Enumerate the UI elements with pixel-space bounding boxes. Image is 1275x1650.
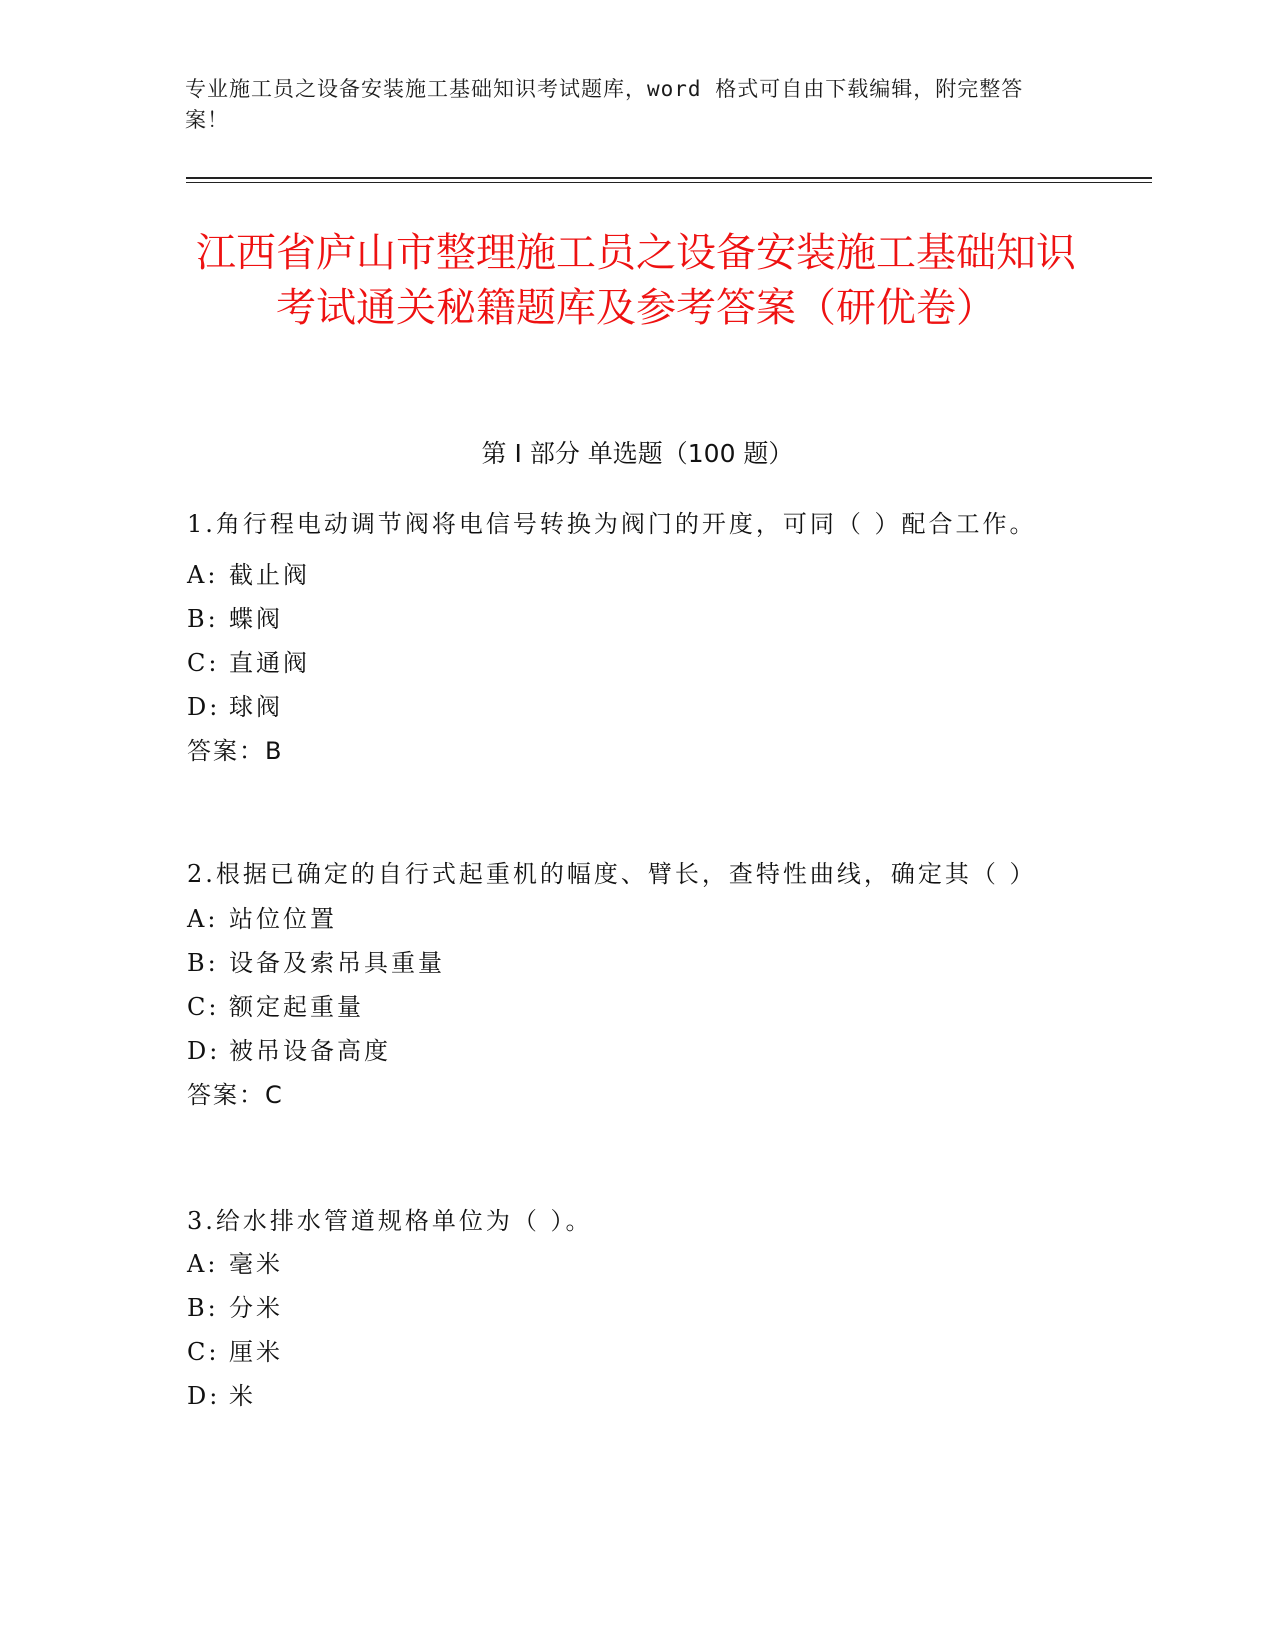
option-key: C: <box>187 649 220 677</box>
option-text: 额定起重量 <box>229 993 364 1021</box>
option-text: 被吊设备高度 <box>229 1037 391 1065</box>
option-text: 直通阀 <box>229 649 310 677</box>
option-text: 截止阀 <box>229 561 310 589</box>
option-key: D: <box>187 1382 221 1410</box>
option-text: 站位位置 <box>229 905 337 933</box>
option-text: 设备及索吊具重量 <box>229 949 445 977</box>
option-a <box>187 897 1067 941</box>
option-text: 球阀 <box>229 693 283 721</box>
option-c <box>187 641 1067 685</box>
option-a <box>187 1242 1067 1286</box>
option-key: D: <box>187 1037 221 1065</box>
question-3 <box>187 1202 1067 1418</box>
option-c <box>187 1330 1067 1374</box>
option-d <box>187 1374 1067 1418</box>
option-key: A: <box>187 561 219 589</box>
option-b <box>187 1286 1067 1330</box>
option-text: 蝶阀 <box>229 605 283 633</box>
option-key: C: <box>187 1338 220 1366</box>
option-text: 分米 <box>229 1294 283 1322</box>
header-rule-thick <box>186 177 1152 179</box>
option-b <box>187 941 1067 985</box>
option-text: 毫米 <box>229 1250 283 1278</box>
header-rule-thin <box>186 182 1152 183</box>
question-1 <box>187 505 1067 773</box>
header-note: 专业施工员之设备安装施工基础知识考试题库，word 格式可自由下载编辑，附完整答案！ <box>185 77 1024 132</box>
option-key: B: <box>187 605 219 633</box>
option-c <box>187 985 1067 1029</box>
answer-label: 答案：C <box>187 1081 284 1109</box>
option-key: B: <box>187 949 219 977</box>
option-key: A: <box>187 1250 219 1278</box>
option-d <box>187 685 1067 729</box>
option-text: 厘米 <box>229 1338 283 1366</box>
section-heading: 第 I 部分 单选题（100 题） <box>481 439 794 468</box>
option-key: C: <box>187 993 220 1021</box>
option-key: A: <box>187 905 219 933</box>
question-stem: 3.给水排水管道规格单位为（ ）。 <box>187 1207 593 1235</box>
question-2 <box>187 855 1067 1117</box>
answer-label: 答案：B <box>187 737 284 765</box>
question-stem: 2.根据已确定的自行式起重机的幅度、臂长，查特性曲线，确定其（ ） <box>187 860 1037 888</box>
option-key: B: <box>187 1294 219 1322</box>
option-a <box>187 553 1067 597</box>
option-b <box>187 597 1067 641</box>
document-title: 江西省庐山市整理施工员之设备安装施工基础知识考试通关秘籍题库及参考答案（研优卷） <box>196 230 1076 331</box>
option-d <box>187 1029 1067 1073</box>
question-stem: 1.角行程电动调节阀将电信号转换为阀门的开度，可同（ ）配合工作。 <box>187 510 1037 538</box>
option-key: D: <box>187 693 221 721</box>
option-text: 米 <box>229 1382 256 1410</box>
